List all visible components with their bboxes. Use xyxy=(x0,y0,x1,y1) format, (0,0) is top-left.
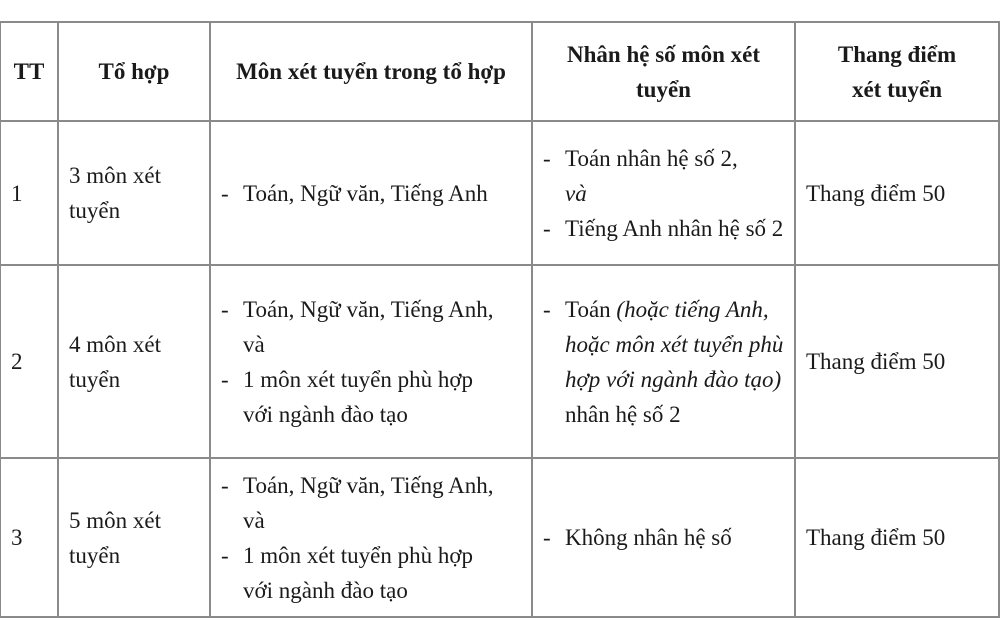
he-so-text-italic: và xyxy=(565,180,587,206)
he-so-text: Toán nhân hệ số 2, xyxy=(565,145,738,171)
cell-tt: 2 xyxy=(0,265,58,458)
list-item: - Tiếng Anh nhân hệ số 2 xyxy=(543,211,784,246)
cell-to-hop: 3 môn xét tuyển xyxy=(58,121,210,265)
he-so-text: nhân hệ số 2 xyxy=(565,401,681,427)
cell-thang-diem: Thang điểm 50 xyxy=(795,265,999,458)
cell-thang-diem: Thang điểm 50 xyxy=(795,121,999,265)
cell-mon xyxy=(210,121,532,265)
cell-mon xyxy=(210,458,532,617)
table-row xyxy=(0,265,999,458)
he-so-text-italic: (hoặc tiếng Anh, hoặc môn xét tuyển phù hợp với ngành đào tạo) xyxy=(565,296,784,392)
list-item: - Không nhân hệ số xyxy=(543,520,784,555)
header-mon: Môn xét tuyển trong tổ hợp xyxy=(210,22,532,121)
cell-tt: 3 xyxy=(0,458,58,617)
header-thang-diem: Thang điểm xét tuyển xyxy=(795,22,999,121)
cell-mon xyxy=(210,265,532,458)
header-tt: TT xyxy=(0,22,58,121)
list-item xyxy=(543,292,784,432)
list-item xyxy=(543,141,784,211)
list-item: - 1 môn xét tuyển phù hợp với ngành đào tạo xyxy=(221,362,501,432)
cell-thang-diem: Thang điểm 50 xyxy=(795,458,999,617)
table-row xyxy=(0,121,999,265)
list-item: - Toán, Ngữ văn, Tiếng Anh, và xyxy=(221,468,501,538)
header-row xyxy=(0,22,999,121)
list-item: - 1 môn xét tuyển phù hợp với ngành đào tạo xyxy=(221,538,501,608)
table-row xyxy=(0,458,999,617)
header-to-hop: Tổ hợp xyxy=(58,22,210,121)
cell-he-so xyxy=(532,458,795,617)
cell-to-hop: 5 môn xét tuyển xyxy=(58,458,210,617)
he-so-text: Toán xyxy=(565,296,611,322)
list-item: - Toán, Ngữ văn, Tiếng Anh, và xyxy=(221,292,501,362)
admission-combination-table xyxy=(0,21,1000,618)
cell-he-so xyxy=(532,121,795,265)
cell-tt: 1 xyxy=(0,121,58,265)
cell-to-hop: 4 môn xét tuyển xyxy=(58,265,210,458)
header-he-so: Nhân hệ số môn xét tuyển xyxy=(532,22,795,121)
cell-he-so xyxy=(532,265,795,458)
list-item: - Toán, Ngữ văn, Tiếng Anh xyxy=(221,176,521,211)
